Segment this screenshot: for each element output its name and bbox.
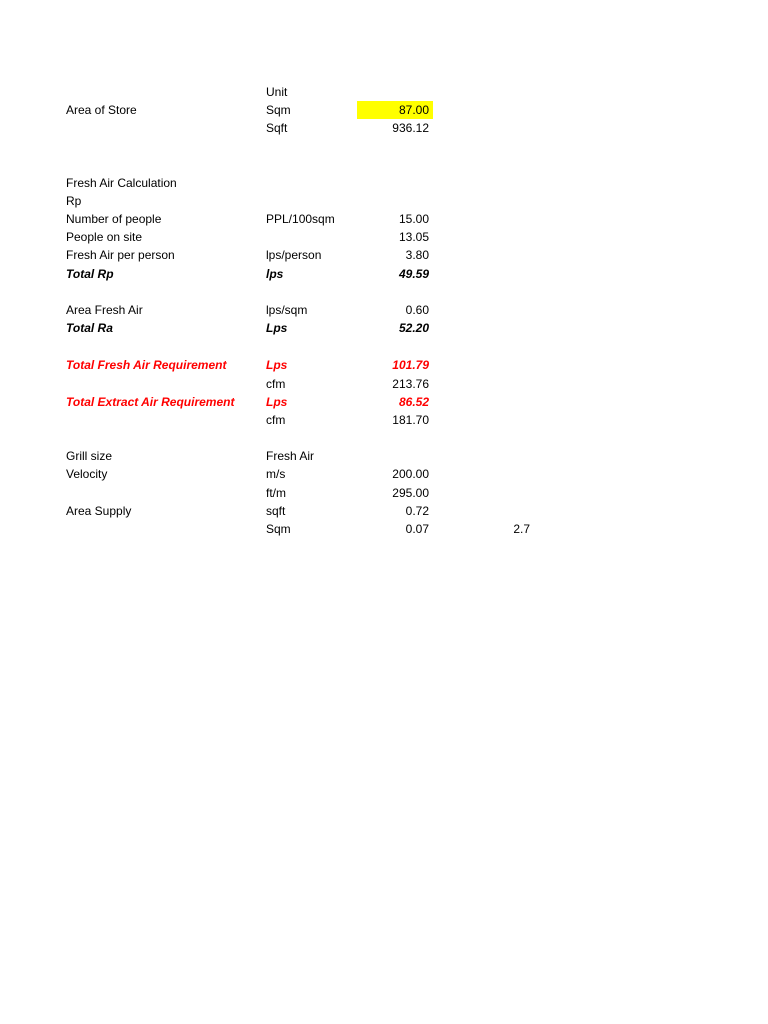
row-unit: Sqm	[266, 103, 291, 117]
row-label: Area of Store	[66, 103, 137, 117]
row-extra-value: 2.7	[513, 522, 530, 536]
fresh-air-requirement-value: 101.79	[392, 358, 429, 372]
sheet-row-total-fresh-air-requirement	[0, 356, 768, 374]
sheet-row-grill-size	[0, 447, 768, 465]
row-unit: Fresh Air	[266, 449, 315, 463]
row-label: Fresh Air per person	[66, 248, 175, 262]
sheet-row-unit-header	[0, 83, 768, 101]
sheet-row-area-sqft	[0, 119, 768, 137]
row-value: 936.12	[392, 121, 429, 135]
extract-air-requirement-value: 86.52	[398, 395, 429, 409]
row-unit: Sqft	[266, 121, 288, 135]
row-value: 3.80	[405, 248, 429, 262]
total-label: Total Rp	[66, 267, 114, 281]
sheet-row-fresh-air-calculation	[0, 174, 768, 192]
extract-air-requirement-unit: Lps	[266, 395, 288, 409]
total-unit: Lps	[266, 321, 288, 335]
fresh-air-requirement-label: Total Fresh Air Requirement	[66, 358, 227, 372]
row-value: 0.72	[405, 504, 429, 518]
fresh-air-requirement-unit: Lps	[266, 358, 288, 372]
sheet-row-velocity	[0, 465, 768, 483]
total-label: Total Ra	[66, 321, 113, 335]
unit-header: Unit	[266, 85, 288, 99]
row-unit: cfm	[266, 377, 286, 391]
sheet-row-total-extract-air-requirement	[0, 393, 768, 411]
sheet-row-area-supply	[0, 502, 768, 520]
sheet-row-number-of-people	[0, 210, 768, 228]
sheet-row-fresh-air-per-person	[0, 246, 768, 264]
row-value: 0.07	[405, 522, 429, 536]
area-of-store-value-cell[interactable]: 87.00	[357, 101, 433, 119]
row-unit: lps/sqm	[266, 303, 308, 317]
sheet-row-area-supply-sqm	[0, 520, 768, 538]
sheet-row-area-fresh-air	[0, 301, 768, 319]
sheet-row-total-rp	[0, 265, 768, 283]
row-value: 181.70	[392, 413, 429, 427]
row-unit: Sqm	[266, 522, 291, 536]
row-unit: cfm	[266, 413, 286, 427]
row-label: Velocity	[66, 467, 108, 481]
row-value: 213.76	[392, 377, 429, 391]
extract-air-requirement-label: Total Extract Air Requirement	[66, 395, 235, 409]
total-value: 49.59	[398, 267, 429, 281]
row-label: Rp	[66, 194, 82, 208]
total-unit: lps	[266, 267, 284, 281]
row-unit: lps/person	[266, 248, 322, 262]
row-value: 15.00	[398, 212, 429, 226]
row-label: Grill size	[66, 449, 113, 463]
row-value: 200.00	[392, 467, 429, 481]
row-label: Area Fresh Air	[66, 303, 143, 317]
row-value: 295.00	[392, 486, 429, 500]
sheet-row-velocity-ftm	[0, 484, 768, 502]
row-label: Number of people	[66, 212, 162, 226]
row-value: 0.60	[405, 303, 429, 317]
row-label: Area Supply	[66, 504, 132, 518]
sheet-row-total-ra	[0, 319, 768, 337]
sheet-row-rp	[0, 192, 768, 210]
sheet-row-fresh-air-cfm	[0, 375, 768, 393]
sheet-row-area-of-store	[0, 101, 768, 119]
total-value: 52.20	[398, 321, 429, 335]
section-heading: Fresh Air Calculation	[66, 176, 177, 190]
row-unit: PPL/100sqm	[266, 212, 335, 226]
row-value: 13.05	[398, 230, 429, 244]
row-unit: m/s	[266, 467, 286, 481]
row-label: People on site	[66, 230, 143, 244]
row-unit: ft/m	[266, 486, 286, 500]
sheet-row-extract-air-cfm	[0, 411, 768, 429]
sheet-row-people-on-site	[0, 228, 768, 246]
row-unit: sqft	[266, 504, 286, 518]
